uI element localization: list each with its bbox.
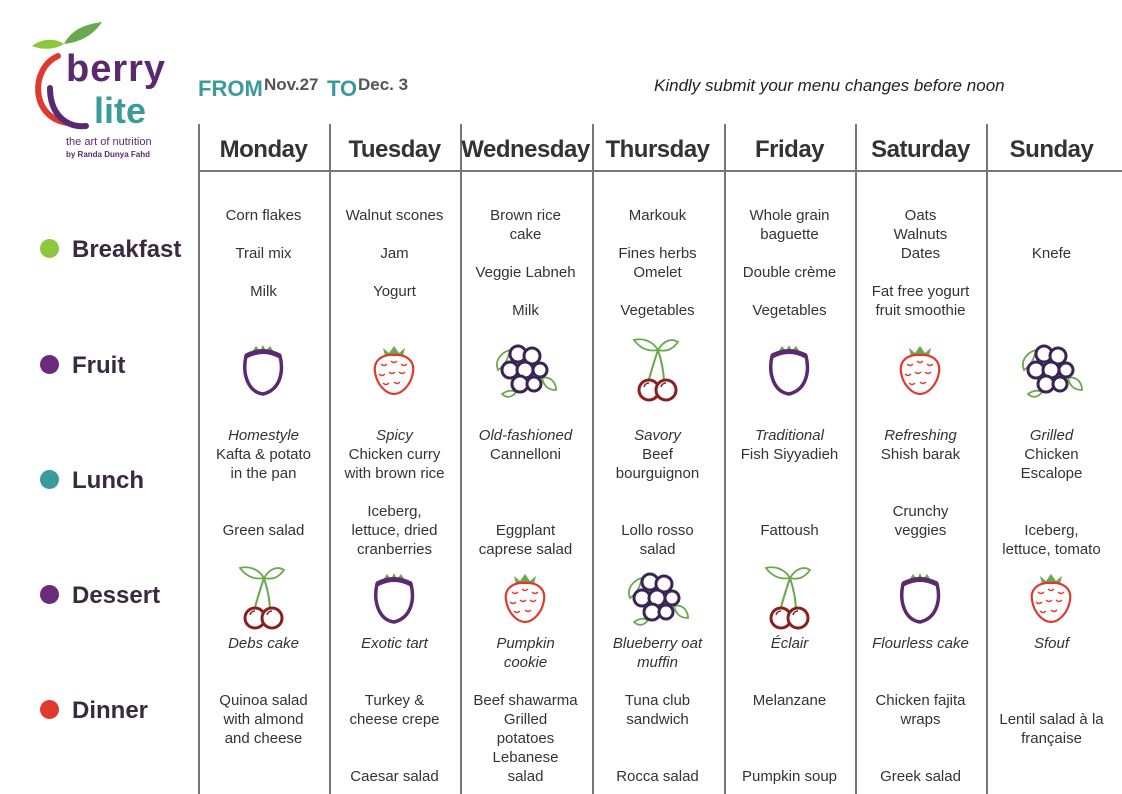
breakfast-dot (40, 239, 59, 258)
menu-item-line: Rocca salad (616, 768, 699, 785)
raspberry-icon (359, 334, 429, 404)
menu-item-line: Fish Siyyadieh (740, 446, 839, 463)
menu-item-line: Crunchy (892, 503, 949, 520)
menu-item-line: caprese salad (478, 541, 573, 558)
menu-item-line: Turkey & (364, 692, 425, 709)
dessert-name: Flourless cake (872, 635, 969, 652)
menu-item-line: Omelet (633, 264, 682, 281)
menu-item-line: Lentil salad à la (999, 711, 1104, 728)
menu-item-line: cake (509, 226, 542, 243)
menu-item-line: Milk (250, 283, 277, 300)
menu-item-line: Chicken fajita (875, 692, 966, 709)
menu-item-line: Walnut scones (345, 207, 444, 224)
dessert-name: Éclair (770, 635, 809, 652)
dinner-cell-saturday (855, 691, 986, 786)
dinner-cell-monday (198, 691, 329, 748)
blueberries-icon (622, 562, 692, 632)
menu-item-line: Kafta & potato (215, 446, 312, 463)
dessert-dot (40, 585, 59, 604)
brand-logo (28, 18, 168, 168)
menu-item-line: Vegetables (752, 302, 827, 319)
lunch-style: Traditional (755, 427, 824, 444)
day-header-saturday: Saturday (871, 136, 970, 163)
menu-item-line: Chicken curry (348, 446, 441, 463)
fruit-dot (40, 355, 59, 374)
brand-byline: by Randa Dunya Fahd (66, 150, 151, 159)
cherries-icon (622, 334, 692, 404)
dessert-cell-monday (198, 634, 329, 653)
breakfast-cell-saturday (855, 206, 986, 320)
menu-item-line: Tuna club (624, 692, 691, 709)
lunch-style: Spicy (376, 427, 413, 444)
dessert-name: Pumpkin (496, 635, 555, 652)
dinner-dot (40, 700, 59, 719)
dessert-cell-thursday (592, 634, 723, 672)
dessert-name: muffin (637, 654, 678, 671)
menu-item-line: Markouk (628, 207, 687, 224)
menu-item-line: Pumpkin soup (741, 768, 838, 785)
menu-item-line: baguette (760, 226, 819, 243)
menu-item-line: Cannelloni (490, 446, 561, 463)
menu-item-line: Trail mix (235, 245, 292, 262)
lunch-cell-saturday (855, 426, 986, 540)
day-header-tuesday: Tuesday (348, 136, 441, 163)
menu-item-line: Lollo rosso (621, 522, 694, 539)
day-header-friday: Friday (754, 136, 825, 163)
menu-item-line: in the pan (230, 465, 297, 482)
from-date: Nov.27 (264, 75, 319, 94)
brand-tagline: the art of nutrition (66, 136, 152, 148)
cherries-icon (754, 562, 824, 632)
menu-item-line: Brown rice (490, 207, 561, 224)
menu-item-line: salad (507, 768, 544, 785)
day-header-wednesday: Wednesday (461, 136, 590, 163)
menu-item-line: Yogurt (373, 283, 416, 300)
breakfast-cell-monday (198, 206, 329, 301)
brand-name-lite: lite (94, 90, 147, 131)
submission-note: Kindly submit your menu changes before noon (654, 76, 1005, 95)
lunch-cell-sunday (986, 426, 1117, 559)
lunch-style: Homestyle (228, 427, 299, 444)
menu-item-line: Melanzane (752, 692, 827, 709)
menu-item-line: wraps (900, 711, 941, 728)
dessert-name: Debs cake (228, 635, 299, 652)
mangosteen-icon (885, 562, 955, 632)
menu-item-line: Oats (904, 207, 937, 224)
menu-item-line: Dates (900, 245, 941, 262)
breakfast-cell-thursday (592, 206, 723, 320)
dinner-cell-thursday (592, 691, 723, 786)
menu-item-line: Beef shawarma (473, 692, 578, 709)
cherries-icon (228, 562, 298, 632)
dessert-cell-wednesday (460, 634, 591, 672)
menu-item-line: and cheese (224, 730, 303, 747)
meal-label-breakfast: Breakfast (40, 236, 181, 264)
blueberries-icon (490, 334, 560, 404)
brand-name-berry: berry (66, 48, 167, 90)
raspberry-icon (885, 334, 955, 404)
day-header-monday: Monday (219, 136, 308, 163)
menu-item-line: cranberries (356, 541, 433, 558)
day-header-thursday: Thursday (605, 136, 710, 163)
menu-item-line: with brown rice (344, 465, 445, 482)
menu-item-line: salad (639, 541, 676, 558)
menu-item-line: Grilled (503, 711, 548, 728)
meal-label-lunch: Lunch (40, 467, 144, 495)
dessert-name: Sfouf (1033, 635, 1070, 652)
menu-item-line: Escalope (1020, 465, 1083, 482)
menu-item-line: veggies (894, 522, 947, 539)
dinner-cell-wednesday (460, 691, 591, 786)
lunch-cell-friday (724, 426, 855, 540)
meal-label-fruit: Fruit (40, 352, 125, 380)
dessert-name: Exotic tart (361, 635, 428, 652)
lunch-style: Refreshing (884, 427, 957, 444)
menu-item-line: Corn flakes (225, 207, 302, 224)
day-header-sunday: Sunday (1009, 136, 1094, 163)
menu-item-line: Iceberg, (367, 503, 422, 520)
breakfast-cell-tuesday (329, 206, 460, 301)
menu-item-line: Knefe (1031, 245, 1072, 262)
menu-item-line: fruit smoothie (875, 302, 966, 319)
from-label: FROM (198, 76, 263, 101)
menu-item-line: lettuce, tomato (1002, 541, 1101, 558)
menu-item-line: Jam (380, 245, 409, 262)
breakfast-cell-friday (724, 206, 855, 320)
dessert-name: cookie (503, 654, 548, 671)
menu-item-line: Veggie Labneh (475, 264, 576, 281)
breakfast-cell-sunday (986, 206, 1117, 263)
menu-item-line: Shish barak (880, 446, 961, 463)
menu-item-line: with almond (223, 711, 304, 728)
dinner-cell-tuesday (329, 691, 460, 786)
dessert-cell-sunday (986, 634, 1117, 653)
menu-item-line: Milk (512, 302, 539, 319)
menu-item-line: Walnuts (893, 226, 948, 243)
menu-item-line: Iceberg, (1024, 522, 1079, 539)
menu-item-line: cheese crepe (349, 711, 440, 728)
menu-item-line: Fines herbs (618, 245, 697, 262)
blueberries-icon (1016, 334, 1086, 404)
lunch-cell-wednesday (460, 426, 591, 559)
breakfast-cell-wednesday (460, 206, 591, 320)
meal-label-dinner: Dinner (40, 697, 148, 725)
menu-item-line: Fat free yogurt (871, 283, 970, 300)
menu-item-line: Quinoa salad (219, 692, 308, 709)
lunch-style: Grilled (1029, 427, 1074, 444)
menu-item-line: Beef (642, 446, 673, 463)
dessert-name: Blueberry oat (612, 635, 703, 652)
menu-item-line: Green salad (222, 522, 305, 539)
menu-item-line: potatoes (496, 730, 555, 747)
meal-label-dessert: Dessert (40, 582, 160, 610)
mangosteen-icon (359, 562, 429, 632)
dessert-cell-friday (724, 634, 855, 653)
lunch-cell-monday (198, 426, 329, 540)
raspberry-icon (490, 562, 560, 632)
mangosteen-icon (228, 334, 298, 404)
menu-item-line: Fattoush (760, 522, 819, 539)
menu-item-line: Greek salad (880, 768, 961, 785)
dessert-cell-tuesday (329, 634, 460, 653)
lunch-style: Savory (634, 427, 681, 444)
to-label: TO (327, 76, 358, 101)
menu-item-line: française (1021, 730, 1082, 747)
lunch-cell-tuesday (329, 426, 460, 559)
menu-item-line: Eggplant (495, 522, 556, 539)
menu-item-line: sandwich (626, 711, 689, 728)
lunch-dot (40, 470, 59, 489)
menu-item-line: lettuce, dried (351, 522, 438, 539)
dessert-cell-saturday (855, 634, 986, 653)
mangosteen-icon (754, 334, 824, 404)
menu-item-line: bourguignon (615, 465, 700, 482)
menu-item-line: Vegetables (620, 302, 695, 319)
raspberry-icon (1016, 562, 1086, 632)
dinner-cell-friday (724, 691, 855, 786)
lunch-style: Old-fashioned (478, 427, 573, 444)
menu-item-line: Double crème (742, 264, 837, 281)
menu-item-line: Lebanese (492, 749, 559, 766)
lunch-cell-thursday (592, 426, 723, 559)
dinner-cell-sunday (986, 691, 1117, 748)
menu-item-line: Chicken (1024, 446, 1079, 463)
menu-item-line: Caesar salad (350, 768, 439, 785)
header-divider (198, 170, 1122, 172)
to-date: Dec. 3 (358, 75, 409, 94)
menu-item-line: Whole grain (749, 207, 830, 224)
